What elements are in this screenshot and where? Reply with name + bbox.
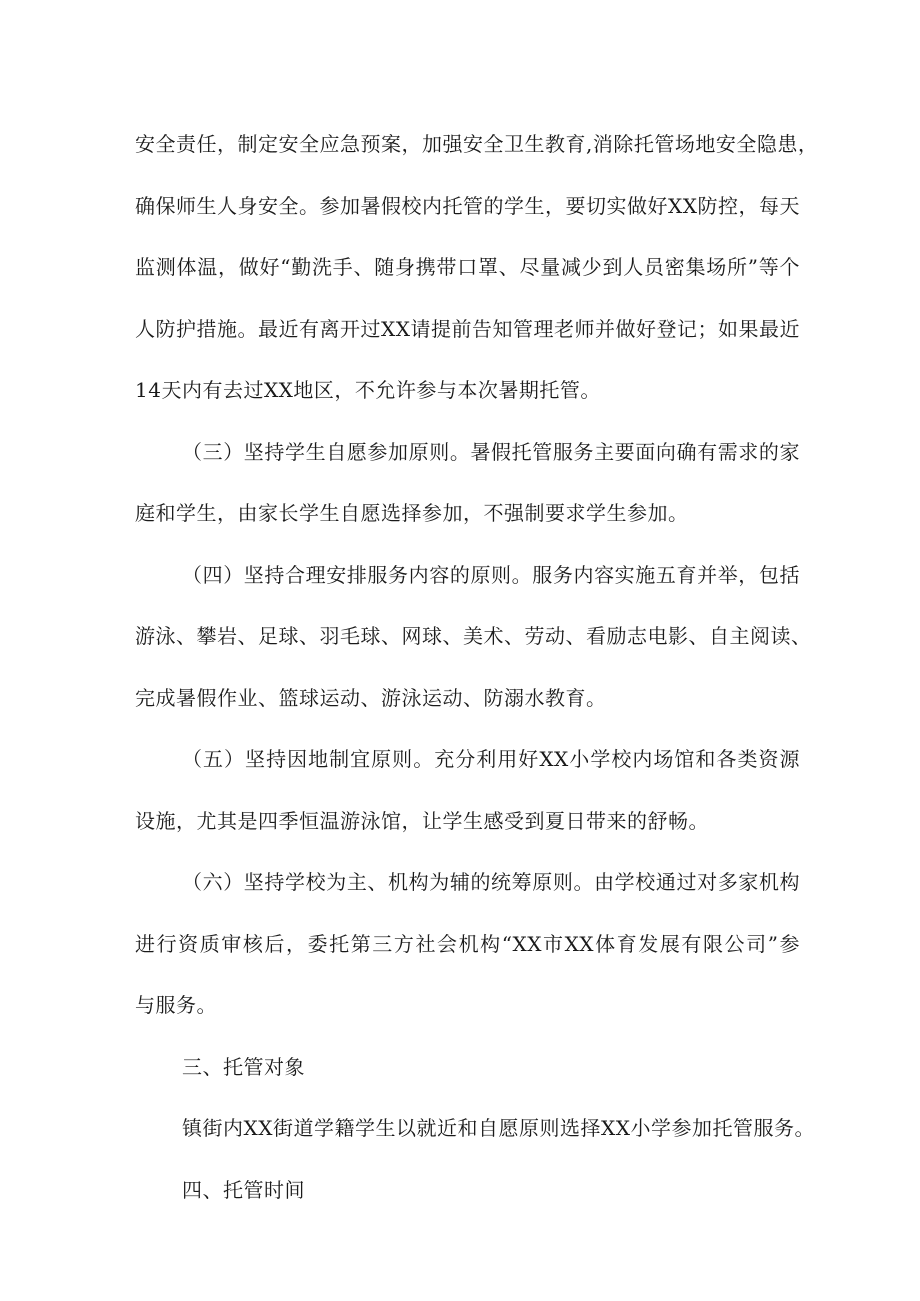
body-line: 游泳、攀岩、足球、羽毛球、网球、美术、劳动、看励志电影、自主阅读、: [135, 624, 812, 648]
paragraph-first-line: （四）坚持合理安排服务内容的原则。服务内容实施五育并举，包括: [182, 562, 800, 587]
section-heading: 四、托管时间: [182, 1177, 305, 1202]
body-line: 监测体温，做好“勤洗手、随身携带口罩、尽量减少到人员密集场所”等个: [135, 255, 800, 279]
section-heading: 三、托管对象: [182, 1054, 305, 1079]
body-line: 庭和学生，由家长学生自愿选择参加，不强制要求学生参加。: [135, 501, 689, 525]
document-body: [135, 120, 819, 1227]
body-line: 安全责任，制定安全应急预案，加强安全卫生教育,消除托管场地安全隐患，: [135, 132, 819, 156]
body-line: 确保师生人身安全。参加暑假校内托管的学生，要切实做好XX防控，每天: [135, 193, 800, 218]
body-line: 设施，尤其是四季恒温游泳馆，让学生感受到夏日带来的舒畅。: [135, 808, 709, 833]
body-line: 人防护措施。最近有离开过XX请提前告知管理老师并做好登记；如果最近: [135, 316, 800, 341]
paragraph-first-line: （五）坚持因地制宜原则。充分利用好XX小学校内场馆和各类资源: [182, 747, 800, 771]
body-line: 与服务。: [135, 993, 217, 1017]
body-line: 14天内有去过XX地区，不允许参与本次暑期托管。: [135, 378, 601, 402]
body-line: 进行资质审核后，委托第三方社会机构“XX市XX体育发展有限公司”参: [135, 931, 800, 956]
paragraph-first-line: （三）坚持学生自愿参加原则。暑假托管服务主要面向确有需求的家: [182, 439, 800, 464]
body-line: 完成暑假作业、篮球运动、游泳运动、防溺水教育。: [135, 685, 607, 710]
paragraph-first-line: （六）坚持学校为主、机构为辅的统筹原则。由学校通过对多家机构: [182, 870, 800, 894]
paragraph-first-line: 镇街内XX街道学籍学生以就近和自愿原则选择XX小学参加托管服务。: [182, 1116, 815, 1140]
